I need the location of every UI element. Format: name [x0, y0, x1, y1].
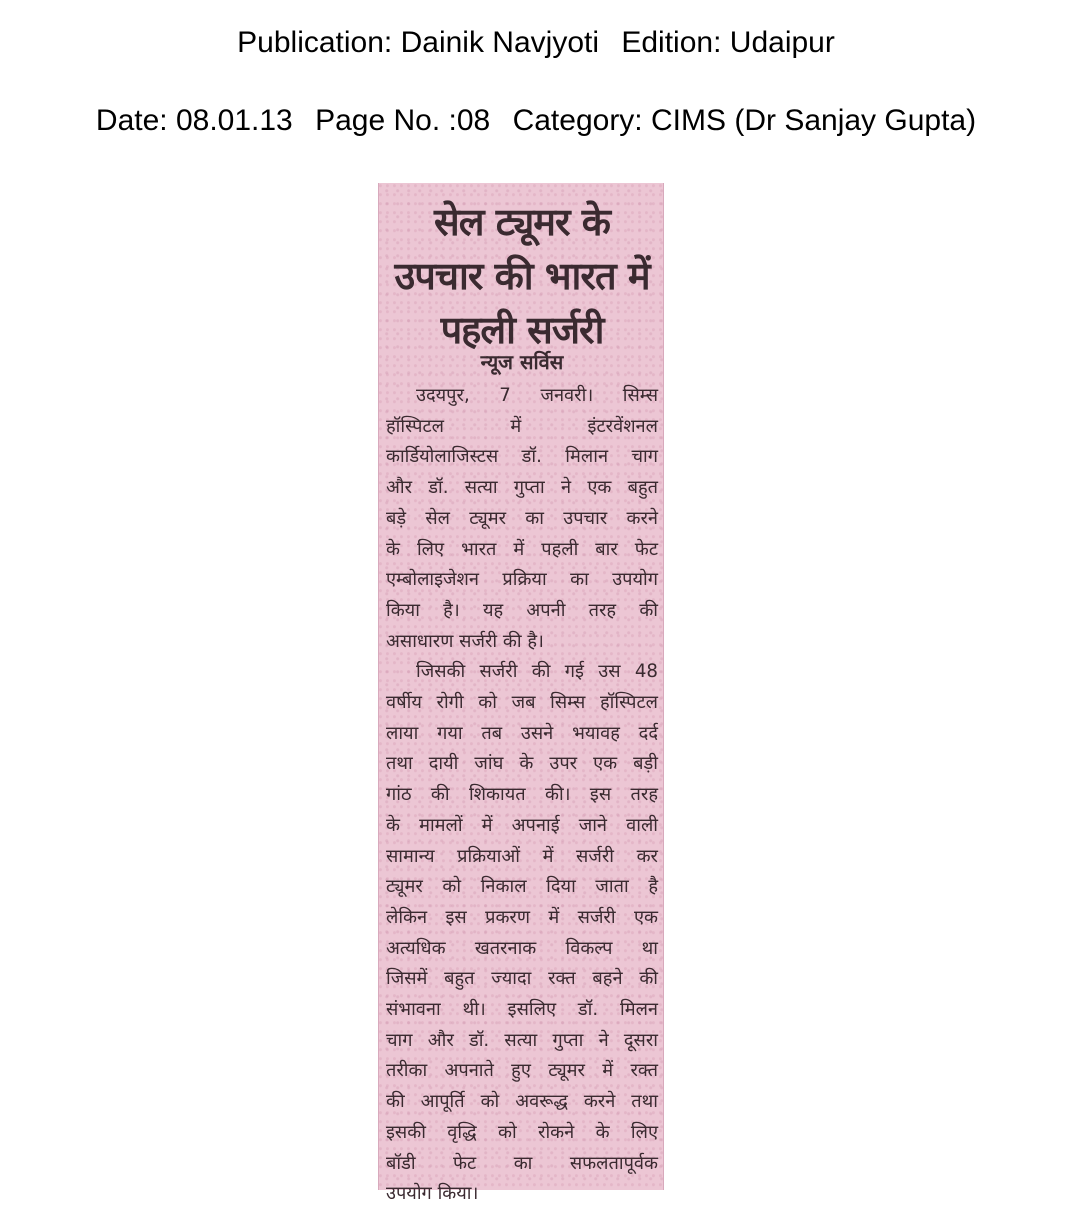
- article-line: बड़े सेल ट्यूमर का उपचार करने: [386, 507, 658, 529]
- page-label: Page No. :: [315, 104, 457, 137]
- article-line: जिसमें बहुत ज्यादा रक्त बहने की: [386, 968, 658, 990]
- category-value: CIMS (Dr Sanjay Gupta): [651, 104, 977, 137]
- article-line: बॉडी फेट का सफलतापूर्वक: [386, 1152, 658, 1174]
- headline-line: सेल ट्यूमर के: [434, 200, 610, 244]
- article-line: उपयोग किया।: [386, 1183, 479, 1205]
- article-headline: [379, 195, 665, 357]
- publication-name: Dainik Navjyoti: [400, 26, 600, 59]
- article-line: तरीका अपनाते हुए ट्यूमर में रक्त: [386, 1060, 658, 1082]
- article-line: लेकिन इस प्रकरण में सर्जरी एक: [386, 906, 658, 928]
- article-line: चाग और डॉ. सत्या गुप्ता ने दूसरा: [386, 1029, 658, 1051]
- clipping-header-line-2: [0, 103, 1072, 139]
- article-line: हॉस्पिटल में इंटरवेंशनल: [386, 415, 658, 437]
- category-label: Category:: [512, 104, 643, 137]
- article-line: जिसकी सर्जरी की गई उस 48: [416, 661, 658, 683]
- article-line: असाधारण सर्जरी की है।: [386, 630, 544, 652]
- article-line: गांठ की शिकायत की। इस तरह: [386, 784, 658, 806]
- article-line: सामान्य प्रक्रियाओं में सर्जरी कर: [386, 845, 658, 867]
- article-body: [379, 381, 665, 1210]
- headline-line: उपचार की भारत में: [394, 254, 650, 298]
- article-line: कार्डियोलाजिस्टस डॉ. मिलान चाग: [386, 446, 658, 468]
- article-line: किया है। यह अपनी तरह की: [386, 599, 658, 621]
- article-line: इसकी वृद्धि को रोकने के लिए: [386, 1121, 658, 1143]
- article-line: वर्षीय रोगी को जब सिम्स हॉस्पिटल: [386, 692, 658, 714]
- date-label: Date:: [95, 104, 168, 137]
- page-number: 08: [456, 104, 491, 137]
- publication-label: Publication:: [237, 26, 393, 59]
- article-line: के लिए भारत में पहली बार फेट: [386, 538, 658, 560]
- article-byline: न्यूज सर्विस: [480, 350, 564, 374]
- article-line: अत्यधिक खतरनाक विकल्प था: [386, 937, 658, 959]
- article-line: के मामलों में अपनाई जाने वाली: [386, 814, 658, 836]
- date-value: 08.01.13: [175, 104, 293, 137]
- article-line: संभावना थी। इसलिए डॉ. मिलन: [386, 999, 658, 1021]
- newspaper-clipping: [378, 183, 664, 1205]
- clipping-header-line-1: [0, 25, 1072, 61]
- article-line: की आपूर्ति को अवरूद्ध करने तथा: [386, 1091, 658, 1113]
- article-line: ट्यूमर को निकाल दिया जाता है: [386, 876, 658, 898]
- headline-line: पहली सर्जरी: [440, 308, 604, 352]
- article-line: तथा दायी जांघ के उपर एक बड़ी: [386, 753, 658, 775]
- edition-name: Udaipur: [729, 26, 835, 59]
- article-line: उदयपुर, 7 जनवरी। सिम्स: [416, 385, 658, 406]
- article-line: और डॉ. सत्या गुप्ता ने एक बहुत: [386, 477, 658, 499]
- article-line: लाया गया तब उसने भयावह दर्द: [386, 722, 658, 744]
- article-line: एम्बोलाइजेशन प्रक्रिया का उपयोग: [386, 569, 658, 591]
- edition-label: Edition:: [621, 26, 722, 59]
